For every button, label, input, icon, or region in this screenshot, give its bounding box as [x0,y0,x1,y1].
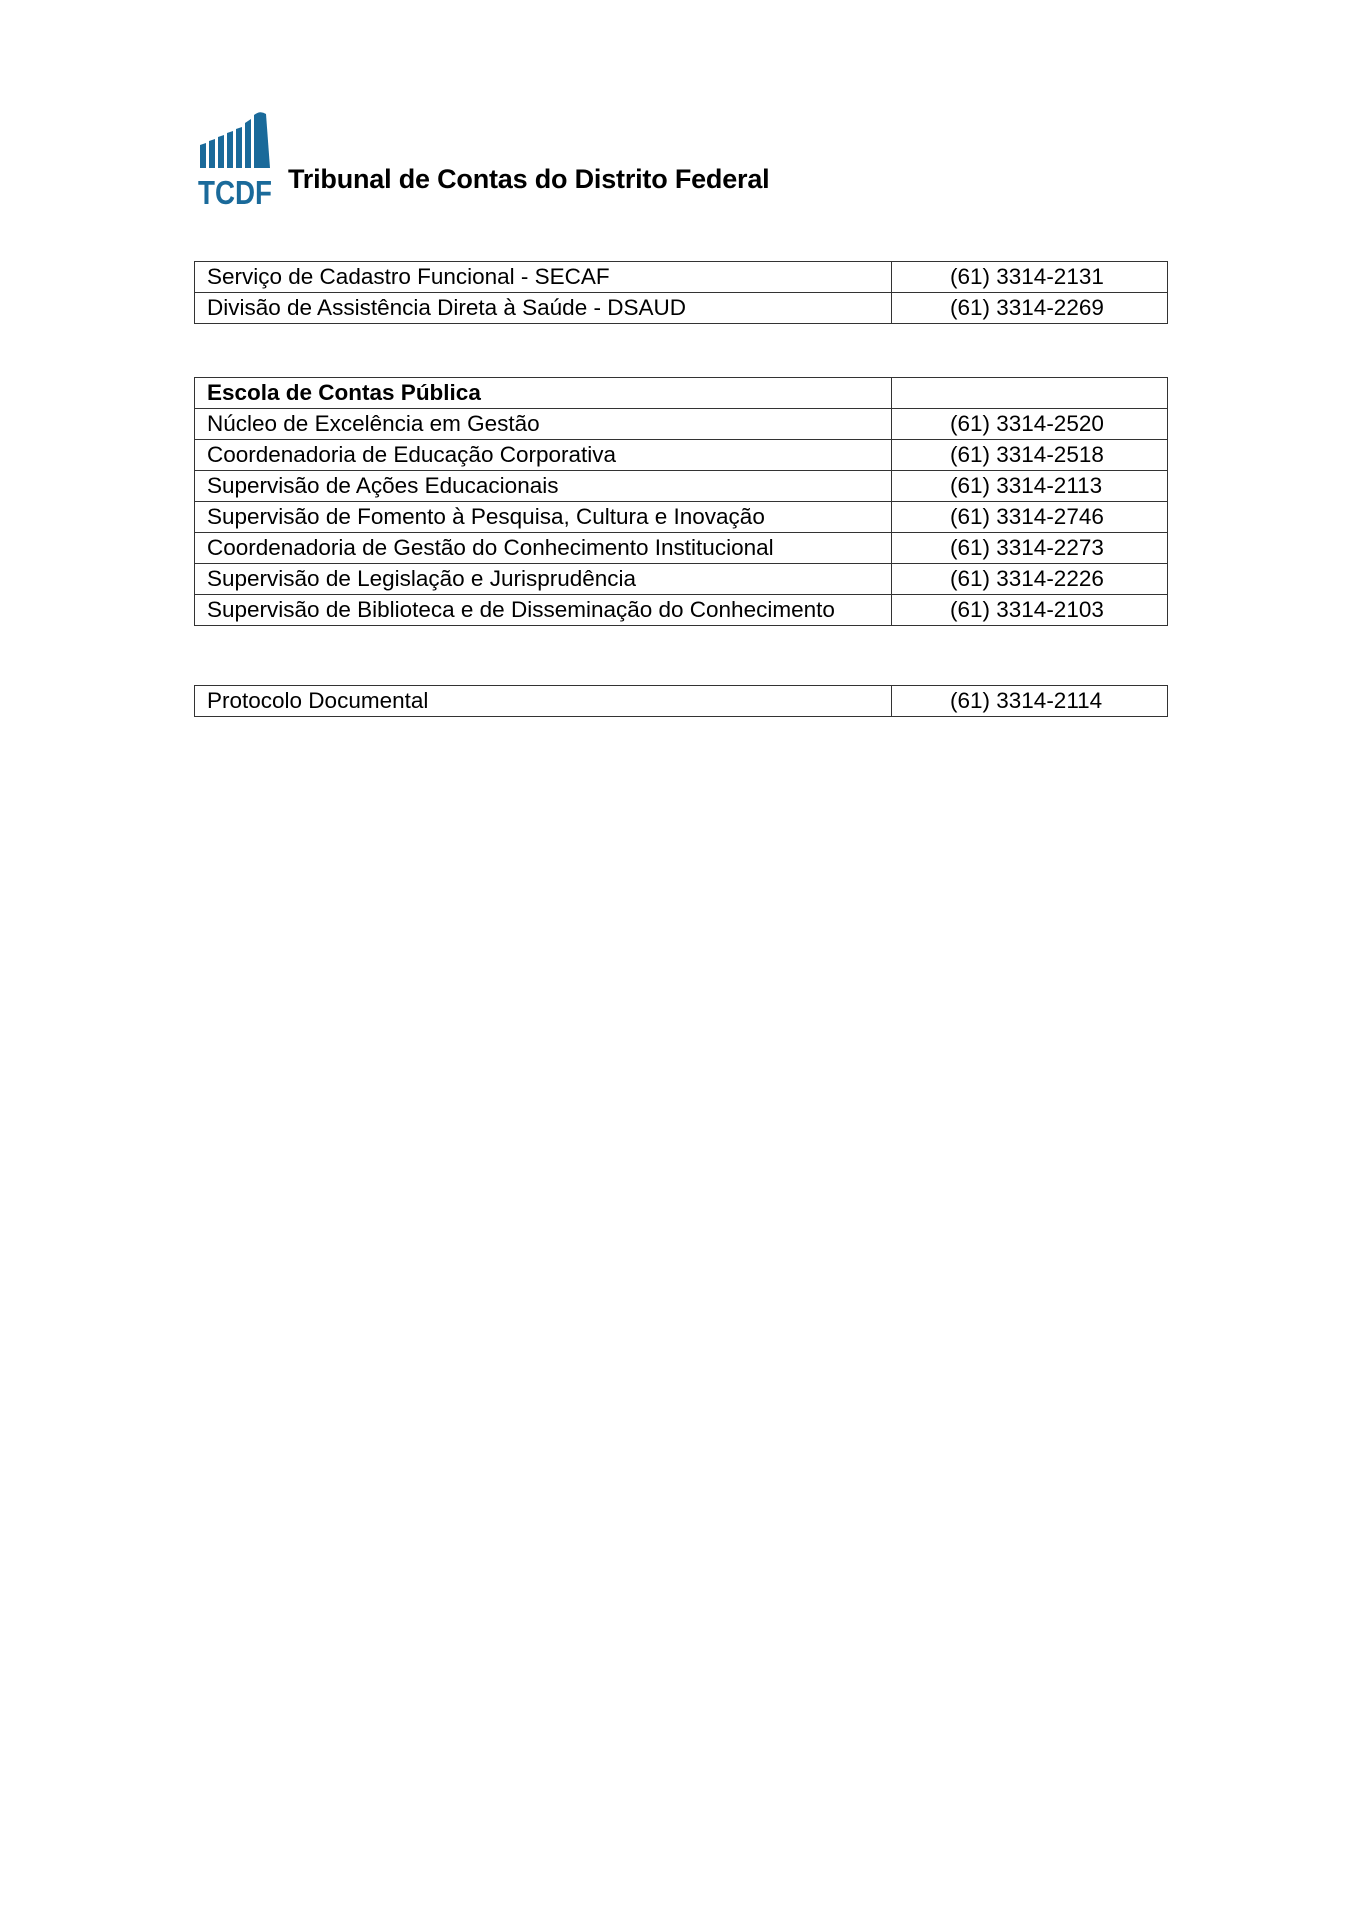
table-row [195,262,1168,293]
department-name: Coordenadoria de Gestão do Conhecimento Institucional [195,533,892,564]
phone-number: (61) 3314-2103 [892,595,1168,626]
contacts-table-school [194,377,1168,626]
phone-number: (61) 3314-2518 [892,440,1168,471]
department-name: Protocolo Documental [195,686,892,717]
phone-number: (61) 3314-2746 [892,502,1168,533]
department-name: Supervisão de Biblioteca e de Disseminação do Conhecimento [195,595,892,626]
document-header [198,110,898,210]
department-name: Coordenadoria de Educação Corporativa [195,440,892,471]
phone-number: (61) 3314-2273 [892,533,1168,564]
phone-number: (61) 3314-2226 [892,564,1168,595]
table-heading-row [195,378,1168,409]
table-row [195,533,1168,564]
contacts-table-3 [194,685,1168,717]
table-row [195,686,1168,717]
tcdf-logo [198,110,274,211]
section-heading: Escola de Contas Pública [195,378,892,409]
phone-number: (61) 3314-2114 [892,686,1168,717]
table-row [195,595,1168,626]
department-name: Divisão de Assistência Direta à Saúde - DSAUD [195,293,892,324]
table-row [195,564,1168,595]
table-row [195,471,1168,502]
department-name: Supervisão de Fomento à Pesquisa, Cultura e Inovação [195,502,892,533]
phone-number: (61) 3314-2520 [892,409,1168,440]
empty-cell [892,378,1168,409]
table-row [195,440,1168,471]
department-name: Supervisão de Ações Educacionais [195,471,892,502]
phone-number: (61) 3314-2131 [892,262,1168,293]
table-row [195,409,1168,440]
contacts-table-1 [194,261,1168,324]
table-row [195,293,1168,324]
department-name: Serviço de Cadastro Funcional - SECAF [195,262,892,293]
department-name: Núcleo de Excelência em Gestão [195,409,892,440]
phone-number: (61) 3314-2113 [892,471,1168,502]
phone-number: (61) 3314-2269 [892,293,1168,324]
logo-text: TCDF [198,174,272,211]
table-row [195,502,1168,533]
department-name: Supervisão de Legislação e Jurisprudência [195,564,892,595]
organization-name: Tribunal de Contas do Distrito Federal [288,164,770,194]
